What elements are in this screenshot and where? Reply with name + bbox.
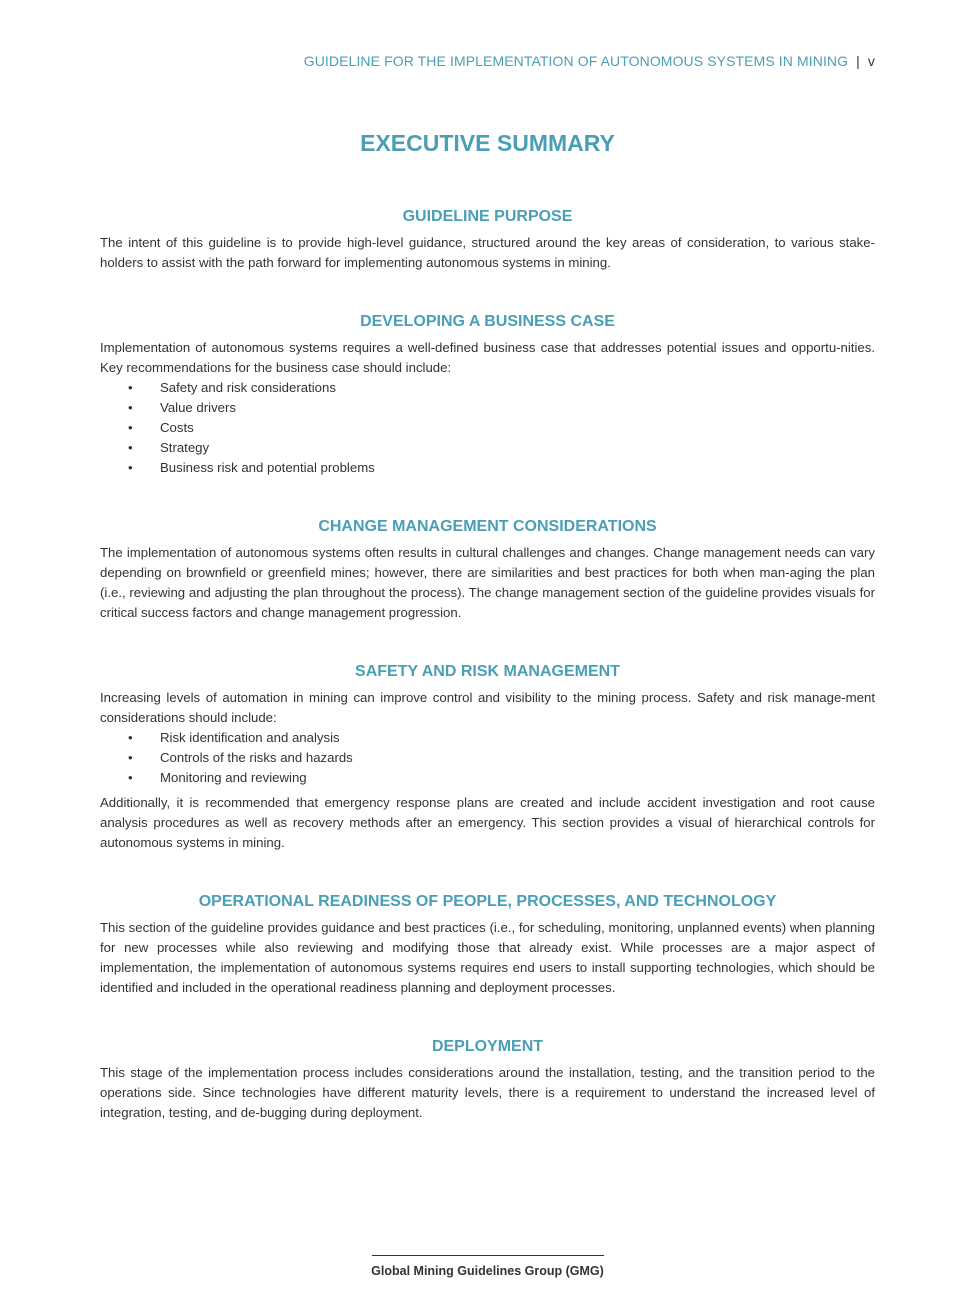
- section-heading: OPERATIONAL READINESS OF PEOPLE, PROCESSES, AND TECHNOLOGY: [198, 893, 777, 910]
- section-operational-readiness: [100, 892, 875, 998]
- list-item: • Strategy: [100, 438, 875, 458]
- bullet-list: [100, 728, 875, 788]
- section-business-case: [100, 312, 875, 478]
- section-paragraph: Increasing levels of automation in mining can improve control and visibility to the mining process. Safety and risk manage-ment considerations should include:: [100, 690, 875, 725]
- bullet-icon: •: [128, 400, 133, 415]
- bullet-icon: •: [128, 730, 133, 745]
- list-item: • Safety and risk considerations: [100, 378, 875, 398]
- section-heading: DEPLOYMENT: [431, 1038, 544, 1055]
- section-heading: CHANGE MANAGEMENT CONSIDERATIONS: [318, 518, 657, 535]
- section-safety-risk: [100, 662, 875, 853]
- list-item: • Costs: [100, 418, 875, 438]
- page-number: v: [867, 53, 875, 69]
- list-item: • Monitoring and reviewing: [100, 768, 875, 788]
- list-item: • Value drivers: [100, 398, 875, 418]
- section-paragraph: The implementation of autonomous systems often results in cultural challenges and changes. Change management needs can vary depending on brownfield or greenfield mines; however, there are similarities and best practices for both when man-aging the plan (i.e., reviewing and adjusting the plan throughout the process). The change management section of the guideline provides visuals for critical success factors and change management progression.: [100, 545, 875, 620]
- section-paragraph: The intent of this guideline is to provide high-level guidance, structured around the key areas of consideration, to various stake-holders to assist with the path forward for implementing autonomous systems in mining.: [100, 235, 875, 270]
- section-deployment: [100, 1037, 875, 1123]
- section-paragraph: Additionally, it is recommended that emergency response plans are created and include accident investigation and root cause analysis procedures as well as recovery methods after an emergency. This section provides a visual of hierarchical controls for autonomous systems in mining.: [100, 795, 875, 850]
- section-paragraph: This section of the guideline provides guidance and best practices (i.e., for scheduling, monitoring, unplanned events) when planning for new processes while also reviewing and modifying those that already exist. While processes are a major aspect of implementation, the implementation of autonomous systems requires end users to install supporting technologies, which should be identified and included in the operational readiness planning and deployment processes.: [100, 920, 875, 995]
- footer-divider: [372, 1255, 604, 1256]
- header-separator: |: [856, 53, 860, 69]
- footer-text: Global Mining Guidelines Group (GMG): [371, 1264, 604, 1278]
- section-guideline-purpose: [100, 207, 875, 273]
- section-heading: GUIDELINE PURPOSE: [402, 208, 573, 225]
- section-change-management: [100, 517, 875, 623]
- bullet-icon: •: [128, 420, 133, 435]
- section-paragraph: This stage of the implementation process includes considerations around the installation, testing, and the transition period to the operations side. Since technologies have different maturity levels, there is a requirement to understand the increased level of integration, testing, and de-bugging during deployment.: [100, 1065, 875, 1120]
- section-paragraph: Implementation of autonomous systems requires a well-defined business case that addresses potential issues and opportu-nities. Key recommendations for the business case should include:: [100, 340, 875, 375]
- list-item: • Risk identification and analysis: [100, 728, 875, 748]
- bullet-icon: •: [128, 440, 133, 455]
- bullet-list: [100, 378, 875, 478]
- running-title: GUIDELINE FOR THE IMPLEMENTATION OF AUTONOMOUS SYSTEMS IN MINING: [303, 53, 849, 69]
- bullet-icon: •: [128, 750, 133, 765]
- list-item: • Controls of the risks and hazards: [100, 748, 875, 768]
- section-heading: SAFETY AND RISK MANAGEMENT: [355, 663, 620, 680]
- section-heading: DEVELOPING A BUSINESS CASE: [360, 313, 615, 330]
- bullet-icon: •: [128, 380, 133, 395]
- bullet-icon: •: [128, 770, 133, 785]
- list-item: • Business risk and potential problems: [100, 458, 875, 478]
- running-header: [304, 53, 875, 69]
- page-title: EXECUTIVE SUMMARY: [360, 130, 615, 156]
- bullet-icon: •: [128, 460, 133, 475]
